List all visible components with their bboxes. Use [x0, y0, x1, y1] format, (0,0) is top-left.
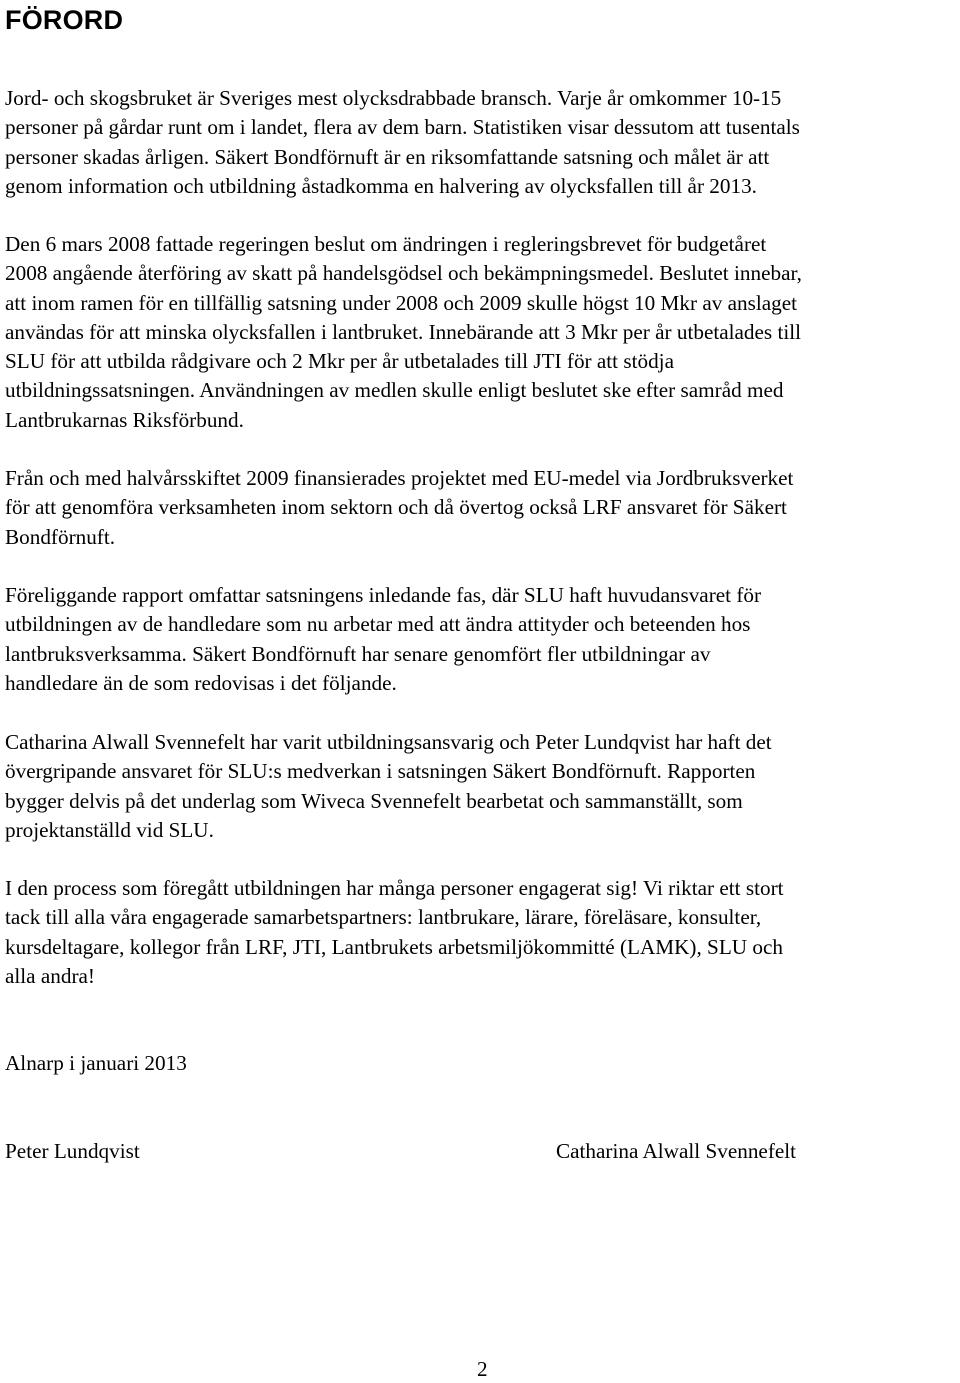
text-line: Jord- och skogsbruket är Sveriges mest olycksdrabbade bransch. Varje år omkommer 10-15 [5, 86, 782, 110]
text-line: genom information och utbildning åstadkomma en halvering av olycksfallen till år 2013. [5, 173, 757, 198]
text-line: Från och med halvårsskiftet 2009 finansierades projektet med EU-medel via Jordbruksverket [5, 466, 794, 490]
text-line: Den 6 mars 2008 fattade regeringen beslut om ändringen i regleringsbrevet för budgetåret [5, 232, 767, 256]
paragraph-eu-funding [5, 464, 957, 552]
paragraph-acknowledgements [5, 874, 957, 991]
paragraph-intro [5, 84, 957, 201]
text-line: personer skadas årligen. Säkert Bondförnuft är en riksomfattande satsning och målet är att [5, 144, 770, 169]
signature-name-right: Catharina Alwall Svennefelt [556, 1139, 797, 1163]
text-line: bygger delvis på det underlag som Wiveca Svennefelt bearbetat och sammanställt, som [5, 788, 743, 813]
text-line: lantbruksverksamma. Säkert Bondförnuft har senare genomfört fler utbildningar av [5, 641, 711, 666]
text-line: övergripande ansvaret för SLU:s medverkan i satsningen Säkert Bondförnuft. Rapporten [5, 759, 756, 784]
text-line: utbildningssatsningen. Användningen av medlen skulle enligt beslutet ske efter samråd med [5, 378, 784, 403]
text-line: att inom ramen för en tillfällig satsning under 2008 och 2009 skulle högst 10 Mkr av anslaget [5, 290, 798, 315]
text-line: handledare än de som redovisas i det följande. [5, 670, 397, 695]
document-page [5, 0, 957, 1383]
text-line: Bondförnuft. [5, 524, 116, 549]
place-date: Alnarp i januari 2013 [5, 1051, 187, 1075]
paragraph-responsibilities [5, 728, 957, 845]
text-line: Lantbrukarnas Riksförbund. [5, 407, 244, 432]
text-line: SLU för att utbilda rådgivare och 2 Mkr per år utbetalades till JTI för att stödja [5, 349, 674, 374]
text-line: utbildningen av de handledare som nu arbetar med att ändra attityder och beteenden hos [5, 612, 751, 637]
text-line: projektanställd vid SLU. [5, 817, 214, 842]
signature-name-left: Peter Lundqvist [5, 1139, 140, 1163]
text-line: personer på gårdar runt om i landet, flera av dem barn. Statistiken visar dessutom att tusentals [5, 115, 800, 140]
text-line: 2008 angående återföring av skatt på handelsgödsel och bekämpningsmedel. Beslutet innebar, [5, 261, 802, 286]
text-line: för att genomföra verksamheten inom sektorn och då övertog också LRF ansvaret för Säkert [5, 495, 787, 520]
text-line: tack till alla våra engagerade samarbetspartners: lantbrukare, lärare, föreläsare, konsulter, [5, 905, 762, 930]
text-line: kursdeltagare, kollegor från LRF, JTI, Lantbrukets arbetsmiljökommitté (LAMK), SLU och [5, 934, 783, 959]
paragraph-government-decision [5, 230, 957, 435]
text-line: Catharina Alwall Svennefelt har varit utbildningsansvarig och Peter Lundqvist har haft det [5, 730, 772, 754]
page-number: 2 [477, 1357, 488, 1381]
text-line: I den process som föregått utbildningen har många personer engagerat sig! Vi riktar ett stort [5, 876, 784, 900]
paragraph-report-scope [5, 581, 957, 698]
text-line: alla andra! [5, 963, 95, 988]
text-line: användas för att minska olycksfallen i lantbruket. Innebärande att 3 Mkr per år utbetalades till [5, 319, 802, 344]
page-title: FÖRORD [5, 5, 124, 35]
text-line: Föreliggande rapport omfattar satsningens inledande fas, där SLU haft huvudansvaret för [5, 583, 762, 607]
